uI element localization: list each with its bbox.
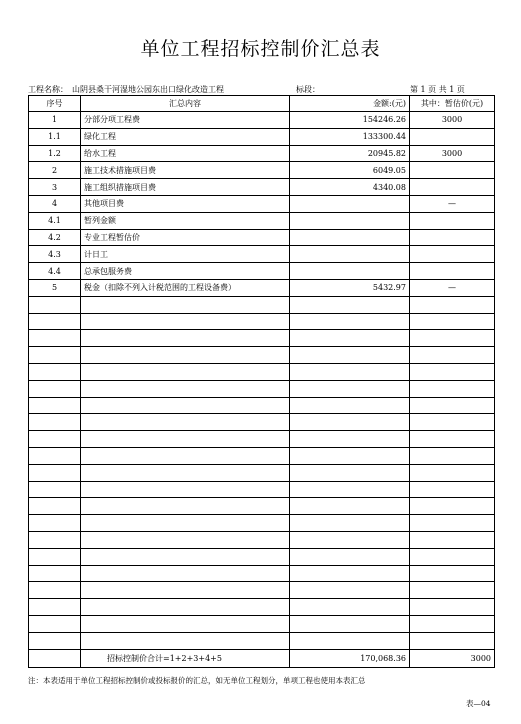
row-no — [29, 515, 81, 532]
row-amount — [290, 229, 410, 246]
header-no: 序号 — [29, 96, 81, 112]
row-item — [81, 565, 290, 582]
row-item — [81, 296, 290, 313]
row-estimate: 3000 — [410, 145, 495, 162]
row-estimate — [410, 464, 495, 481]
row-estimate: — — [410, 195, 495, 212]
row-item — [81, 380, 290, 397]
row-no — [29, 330, 81, 347]
row-no: 5 — [29, 279, 81, 296]
table-row — [29, 397, 495, 414]
table-row — [29, 548, 495, 565]
row-item — [81, 313, 290, 330]
row-no — [29, 380, 81, 397]
row-no — [29, 481, 81, 498]
row-amount — [290, 464, 410, 481]
table-header-row — [29, 96, 495, 112]
row-amount — [290, 515, 410, 532]
row-estimate — [410, 246, 495, 263]
table-row — [29, 431, 495, 448]
row-amount — [290, 599, 410, 616]
row-item: 暂列金额 — [81, 212, 290, 229]
row-estimate — [410, 229, 495, 246]
row-no — [29, 296, 81, 313]
row-amount — [290, 481, 410, 498]
row-item — [81, 464, 290, 481]
row-item — [81, 615, 290, 632]
row-item — [81, 599, 290, 616]
row-estimate — [410, 414, 495, 431]
row-no — [29, 582, 81, 599]
table-row — [29, 515, 495, 532]
row-amount: 5432.97 — [290, 279, 410, 296]
row-no — [29, 615, 81, 632]
row-amount — [290, 397, 410, 414]
row-item — [81, 498, 290, 515]
row-amount: 6049.05 — [290, 162, 410, 179]
row-item: 专业工程暂估价 — [81, 229, 290, 246]
row-estimate — [410, 347, 495, 364]
row-estimate — [410, 431, 495, 448]
row-item: 施工技术措施项目费 — [81, 162, 290, 179]
row-no — [29, 363, 81, 380]
row-amount — [290, 414, 410, 431]
table-row — [29, 296, 495, 313]
table-row — [29, 615, 495, 632]
row-no — [29, 632, 81, 649]
row-estimate — [410, 330, 495, 347]
row-item: 分部分项工程费 — [81, 112, 290, 129]
row-item: 给水工程 — [81, 145, 290, 162]
page-info: 第 1 页 共 1 页 — [410, 85, 465, 94]
row-item — [81, 548, 290, 565]
table-row — [29, 229, 495, 246]
row-item: 税金（扣除不列入计税范围的工程设备费） — [81, 279, 290, 296]
form-code: 表—04 — [466, 699, 491, 708]
row-estimate — [410, 162, 495, 179]
table-row — [29, 279, 495, 296]
row-item — [81, 632, 290, 649]
table-row — [29, 582, 495, 599]
table-row — [29, 212, 495, 229]
row-no — [29, 565, 81, 582]
row-estimate — [410, 565, 495, 582]
row-no: 1 — [29, 112, 81, 129]
row-estimate — [410, 179, 495, 196]
row-amount — [290, 363, 410, 380]
row-estimate — [410, 599, 495, 616]
total-row — [29, 649, 495, 667]
row-estimate: 3000 — [410, 112, 495, 129]
row-item — [81, 447, 290, 464]
row-item — [81, 414, 290, 431]
row-estimate — [410, 313, 495, 330]
page-title: 单位工程招标控制价汇总表 — [140, 38, 381, 60]
row-amount — [290, 582, 410, 599]
table-row — [29, 380, 495, 397]
row-item — [81, 582, 290, 599]
row-no: 1.2 — [29, 145, 81, 162]
row-amount: 4340.08 — [290, 179, 410, 196]
row-amount: 20945.82 — [290, 145, 410, 162]
table-row — [29, 145, 495, 162]
row-no — [29, 447, 81, 464]
row-amount — [290, 447, 410, 464]
row-no — [29, 414, 81, 431]
row-item — [81, 363, 290, 380]
row-amount: 133300.44 — [290, 128, 410, 145]
table-row — [29, 414, 495, 431]
row-estimate — [410, 582, 495, 599]
row-item: 施工组织措施项目费 — [81, 179, 290, 196]
row-no: 4 — [29, 195, 81, 212]
row-no — [29, 548, 81, 565]
row-estimate — [410, 531, 495, 548]
row-estimate — [410, 128, 495, 145]
table-row — [29, 481, 495, 498]
table-row — [29, 246, 495, 263]
table-row — [29, 363, 495, 380]
row-no — [29, 464, 81, 481]
row-estimate — [410, 447, 495, 464]
row-item — [81, 347, 290, 364]
footnote: 注：本表适用于单位工程招标控制价或投标报价的汇总，如无单位工程划分，单项工程也使用本表汇总 — [28, 676, 366, 685]
header-item: 汇总内容 — [81, 96, 290, 112]
row-amount — [290, 313, 410, 330]
row-no: 2 — [29, 162, 81, 179]
row-amount — [290, 380, 410, 397]
project-label: 工程名称： — [28, 85, 68, 94]
total-label: 招标控制价合计=1+2+3+4+5 — [81, 649, 290, 667]
header-amount: 金额:(元) — [290, 96, 410, 112]
row-amount — [290, 263, 410, 280]
row-item: 总承包服务费 — [81, 263, 290, 280]
row-no — [29, 431, 81, 448]
row-item — [81, 431, 290, 448]
row-estimate: — — [410, 279, 495, 296]
row-amount — [290, 565, 410, 582]
row-estimate — [410, 498, 495, 515]
table-row — [29, 313, 495, 330]
table-row — [29, 347, 495, 364]
row-estimate — [410, 212, 495, 229]
row-item — [81, 515, 290, 532]
row-no: 4.3 — [29, 246, 81, 263]
row-amount — [290, 296, 410, 313]
row-estimate — [410, 380, 495, 397]
table-row — [29, 498, 495, 515]
row-estimate — [410, 296, 495, 313]
table-row — [29, 195, 495, 212]
row-amount — [290, 615, 410, 632]
table-row — [29, 447, 495, 464]
row-item — [81, 397, 290, 414]
project-name: 山阴县桑干河湿地公园东出口绿化改造工程 — [72, 85, 224, 94]
header-estimate: 其中：暂估价(元) — [410, 96, 495, 112]
row-amount — [290, 632, 410, 649]
row-amount — [290, 347, 410, 364]
row-item: 计日工 — [81, 246, 290, 263]
table-row — [29, 464, 495, 481]
row-estimate — [410, 263, 495, 280]
table-row — [29, 128, 495, 145]
row-no — [29, 599, 81, 616]
row-estimate — [410, 481, 495, 498]
row-item — [81, 531, 290, 548]
table-row — [29, 632, 495, 649]
row-amount — [290, 431, 410, 448]
row-estimate — [410, 363, 495, 380]
total-no — [29, 649, 81, 667]
row-estimate — [410, 548, 495, 565]
table-row — [29, 599, 495, 616]
row-estimate — [410, 397, 495, 414]
table-row — [29, 531, 495, 548]
row-no: 4.2 — [29, 229, 81, 246]
row-no: 4.4 — [29, 263, 81, 280]
row-estimate — [410, 632, 495, 649]
table-row — [29, 162, 495, 179]
section-label: 标段： — [296, 85, 320, 94]
row-no — [29, 397, 81, 414]
row-amount — [290, 212, 410, 229]
row-amount — [290, 531, 410, 548]
table-row — [29, 330, 495, 347]
row-item — [81, 330, 290, 347]
row-amount — [290, 498, 410, 515]
row-amount — [290, 548, 410, 565]
table-row — [29, 263, 495, 280]
row-no — [29, 531, 81, 548]
summary-table — [28, 95, 495, 668]
row-amount — [290, 195, 410, 212]
table-row — [29, 179, 495, 196]
row-item — [81, 481, 290, 498]
row-no: 1.1 — [29, 128, 81, 145]
row-no: 4.1 — [29, 212, 81, 229]
row-estimate — [410, 515, 495, 532]
total-estimate: 3000 — [410, 649, 495, 667]
row-no — [29, 498, 81, 515]
row-estimate — [410, 615, 495, 632]
row-amount: 154246.26 — [290, 112, 410, 129]
row-no — [29, 347, 81, 364]
row-item: 绿化工程 — [81, 128, 290, 145]
row-amount — [290, 330, 410, 347]
table-row — [29, 112, 495, 129]
row-no: 3 — [29, 179, 81, 196]
row-no — [29, 313, 81, 330]
row-item: 其他项目费 — [81, 195, 290, 212]
total-amount: 170,068.36 — [290, 649, 410, 667]
table-row — [29, 565, 495, 582]
row-amount — [290, 246, 410, 263]
